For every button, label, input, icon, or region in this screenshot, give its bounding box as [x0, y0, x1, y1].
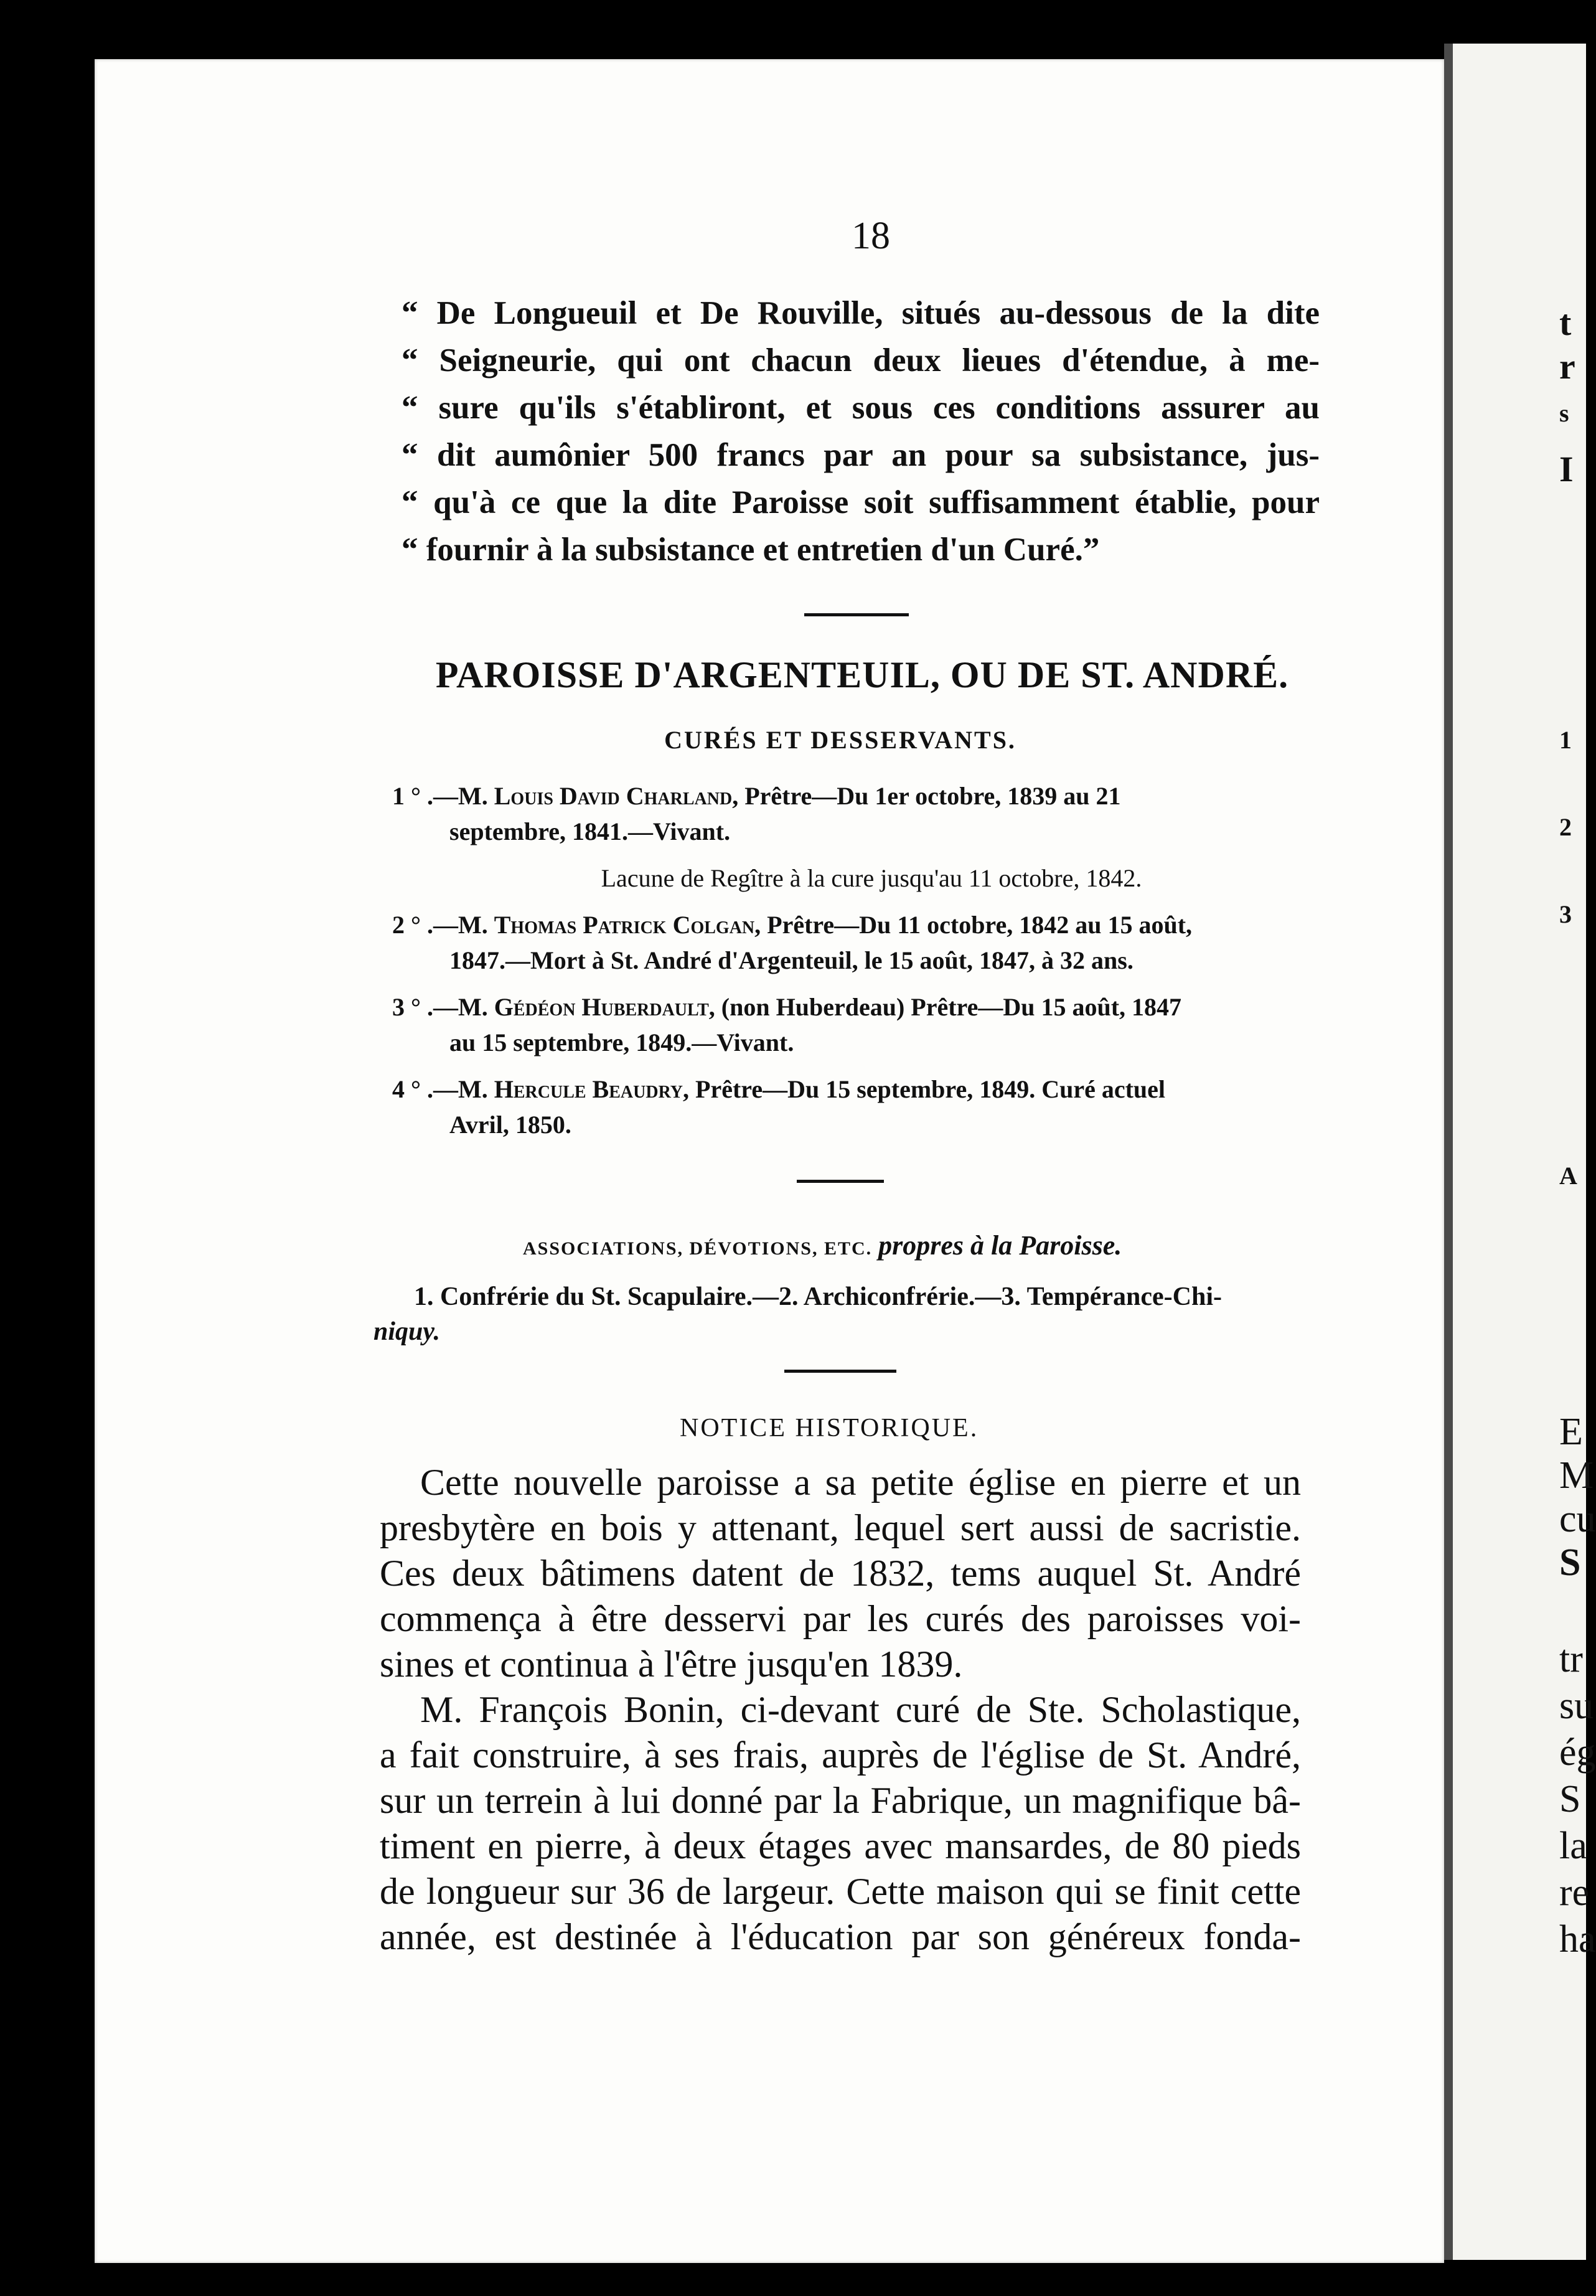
section-heading: PAROISSE D'ARGENTEUIL, OU DE ST. ANDRÉ. [435, 654, 1289, 695]
right-page-fragment: su [1559, 1685, 1594, 1727]
right-page-fragment: 3 [1559, 900, 1572, 928]
right-page-fragment: M [1559, 1454, 1594, 1497]
cure-entry [392, 1071, 1313, 1142]
right-page-fragment: t [1559, 303, 1572, 343]
right-page-fragment: r [1559, 346, 1575, 387]
right-page-fragment: ha [1559, 1918, 1596, 1960]
right-page-fragment: A [1559, 1162, 1577, 1190]
quote-block [401, 289, 1320, 573]
entry-number: 2 ° .—M. [392, 911, 488, 939]
right-page-fragment: E [1559, 1411, 1583, 1453]
entry-continuation: au 15 septembre, 1849.—Vivant. [449, 1028, 794, 1056]
divider-rule [797, 1180, 884, 1183]
right-page-fragment: la [1559, 1825, 1587, 1867]
notice-line: timent en pierre, à deux étages avec mansardes, de 80 pieds [380, 1825, 1301, 1866]
quote-line: “ fournir à la subsistance et entretien d'un Curé.” [401, 532, 1100, 568]
quote-line: “ Seigneurie, qui ont chacun deux lieues d'étendue, à me- [401, 342, 1320, 379]
notice-line: M. François Bonin, ci-devant curé de Ste. Scholastique, [420, 1689, 1301, 1730]
entry-number: 3 ° .—M. [392, 993, 488, 1021]
notice-line: année, est destinée à l'éducation par son généreux fonda- [380, 1916, 1301, 1957]
quote-line: “ dit aumônier 500 francs par an pour sa subsistance, jus- [401, 437, 1320, 473]
entry-number: 1 ° .—M. [392, 782, 488, 810]
page-number: 18 [852, 215, 890, 257]
associations-line: niquy. [373, 1317, 440, 1346]
right-page-fragment: ég [1559, 1731, 1596, 1774]
right-page-fragment: tr [1559, 1638, 1583, 1680]
notice-line: Ces deux bâtimens datent de 1832, tems auquel St. André [380, 1553, 1301, 1594]
notice-body [380, 1460, 1301, 1960]
entry-continuation: Avril, 1850. [449, 1111, 571, 1139]
right-page-fragment: I [1559, 449, 1574, 489]
right-page-fragment: S [1559, 1541, 1581, 1584]
entry-continuation: 1847.—Mort à St. André d'Argenteuil, le 15 août, 1847, à 32 ans. [449, 946, 1134, 974]
quote-line: “ De Longueuil et De Rouville, situés au-dessous de la dite [401, 295, 1320, 331]
entry-number: 4 ° .—M. [392, 1075, 488, 1103]
quote-line: “ qu'à ce que la dite Paroisse soit suffisamment établie, pour [401, 484, 1320, 520]
notice-line: sines et continua à l'être jusqu'en 1839. [380, 1644, 963, 1685]
section-subheading: CURÉS ET DESSERVANTS. [664, 726, 1016, 754]
notice-line: a fait construire, à ses frais, auprès de l'église de St. André, [380, 1734, 1301, 1776]
notice-line: Cette nouvelle paroisse a sa petite église en pierre et un [420, 1462, 1301, 1503]
lacune-note: Lacune de Regître à la cure jusqu'au 11 octobre, 1842. [601, 864, 1142, 892]
divider-rule [784, 1370, 896, 1373]
cure-entry [392, 989, 1313, 1060]
entry-text: , (non Huberdeau) Prêtre—Du 15 août, 1847 [708, 993, 1182, 1021]
associations-body [373, 1279, 1307, 1349]
right-page-fragment: 2 [1559, 813, 1572, 841]
entry-name: Hercule Beaudry [494, 1075, 683, 1103]
right-page-fragment: re [1559, 1871, 1590, 1914]
notice-line: presbytère en bois y attenant, lequel sert aussi de sacristie. [380, 1507, 1301, 1548]
cure-entry [392, 907, 1313, 978]
right-page-fragment: cu [1559, 1498, 1596, 1540]
right-page-fragment: S [1559, 1778, 1581, 1820]
associations-line: 1. Confrérie du St. Scapulaire.—2. Archiconfrérie.—3. Tempérance-Chi- [414, 1282, 1222, 1311]
entry-text: , Prêtre—Du 1er octobre, 1839 au 21 [732, 782, 1121, 810]
notice-line: commença à être desservi par les curés des paroisses voi- [380, 1598, 1301, 1639]
right-page-fragment: s [1559, 399, 1569, 427]
entry-text: , Prêtre—Du 11 octobre, 1842 au 15 août, [754, 911, 1193, 939]
notice-line: sur un terrein à lui donné par la Fabrique, un magnifique bâ- [380, 1780, 1301, 1821]
associations-title [523, 1230, 1122, 1261]
cures-list [392, 778, 1313, 1154]
entry-text: , Prêtre—Du 15 septembre, 1849. Curé actuel [683, 1075, 1166, 1103]
divider-rule [804, 613, 909, 616]
entry-name: Thomas Patrick Colgan [494, 911, 755, 939]
associations-caps: ASSOCIATIONS, DÉVOTIONS, ETC. [523, 1238, 873, 1259]
right-page-fragment: 1 [1559, 726, 1572, 754]
entry-name: Gédéon Huberdault [494, 993, 709, 1021]
quote-line: “ sure qu'ils s'établiront, et sous ces conditions assurer au [401, 390, 1320, 426]
cure-entry [392, 778, 1313, 849]
entry-continuation: septembre, 1841.—Vivant. [449, 817, 731, 845]
entry-name: Louis David Charland [494, 782, 733, 810]
notice-title: NOTICE HISTORIQUE. [680, 1414, 979, 1442]
notice-line: de longueur sur 36 de largeur. Cette maison qui se finit cette [380, 1871, 1301, 1912]
associations-italic: propres à la Paroisse. [878, 1230, 1122, 1261]
